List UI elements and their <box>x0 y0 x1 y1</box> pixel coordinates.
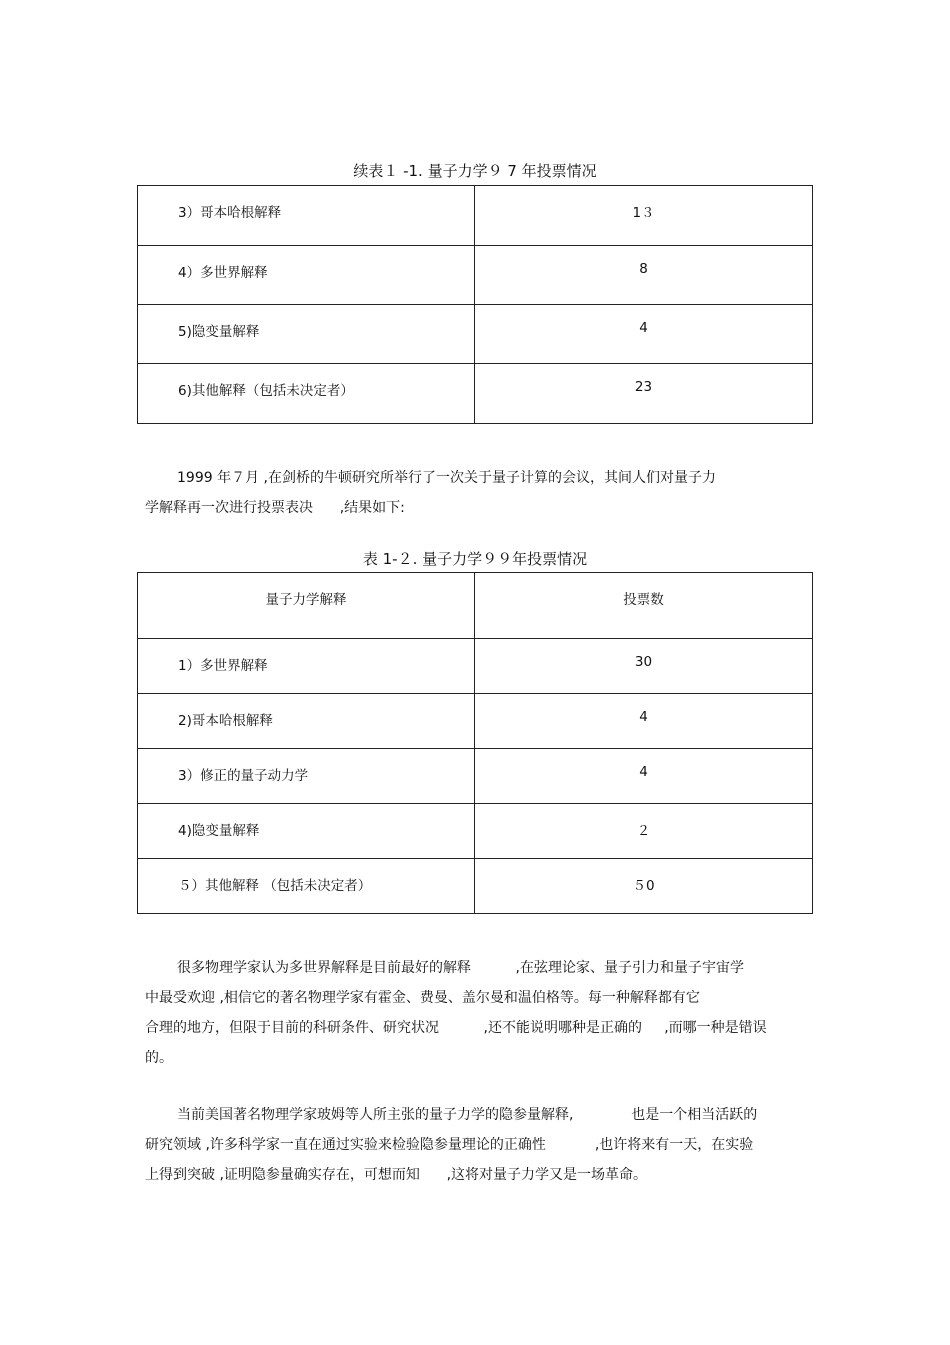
table1-caption: 续表１ -1. 量子力学９ 7 年投票情况 <box>353 162 597 180</box>
paragraph-line: 当前美国著名物理学家玻姆等人所主张的量子力学的隐参量解释, 也是一个相当活跃的 <box>177 1107 758 1123</box>
table-row <box>138 694 813 749</box>
table-row <box>138 639 813 694</box>
vote-count: ２ <box>636 823 651 839</box>
table-cell <box>475 186 813 246</box>
table-cell <box>475 694 813 749</box>
paragraph-line: 1999 年７月 ,在剑桥的牛顿研究所举行了一次关于量子计算的会议，其间人们对量子力 <box>177 470 716 486</box>
vote-count: 1３ <box>632 205 655 221</box>
column-header <box>475 573 813 639</box>
table2-caption: 表 1-２. 量子力学９９年投票情况 <box>362 550 588 568</box>
table-cell <box>138 804 475 859</box>
vote-count: 4 <box>639 709 648 725</box>
table-cell <box>475 305 813 364</box>
vote-count: ５0 <box>632 878 655 894</box>
table1 <box>137 185 813 424</box>
vote-count: 30 <box>634 654 653 670</box>
table-row <box>138 859 813 914</box>
table-cell <box>138 639 475 694</box>
table-cell <box>138 305 475 364</box>
table-cell <box>138 694 475 749</box>
interpretation-name: 2)哥本哈根解释 <box>178 713 273 729</box>
paragraph-line: 研究领域 ,许多科学家一直在通过实验来检验隐参量理论的正确性 ,也许将来有一天，在实验 <box>145 1137 754 1153</box>
paragraph-line: 很多物理学家认为多世界解释是目前最好的解释 ,在弦理论家、量子引力和量子宇宙学 <box>177 960 744 976</box>
table-cell <box>475 859 813 914</box>
table-cell <box>475 749 813 804</box>
interpretation-name: 5)隐变量解释 <box>178 324 260 340</box>
interpretation-name: 3）修正的量子动力学 <box>178 768 309 784</box>
paragraph-discussion <box>145 953 815 1073</box>
table-row <box>138 246 813 305</box>
table2 <box>137 572 813 914</box>
table-cell <box>138 859 475 914</box>
paragraph-line: 合理的地方，但限于目前的科研条件、研究状况 ,还不能说明哪种是正确的 ,而哪一种是错误 <box>145 1020 767 1036</box>
vote-count: 4 <box>639 764 648 780</box>
table-row <box>138 305 813 364</box>
paragraph-line: 的。 <box>145 1050 173 1066</box>
paragraph-line: 中最受欢迎 ,相信它的著名物理学家有霍金、费曼、盖尔曼和温伯格等。每一种解释都有它 <box>145 990 700 1006</box>
vote-count: 8 <box>639 261 648 277</box>
table-cell <box>138 364 475 424</box>
table-cell <box>475 246 813 305</box>
table-row <box>138 364 813 424</box>
interpretation-name: 4）多世界解释 <box>178 265 268 281</box>
interpretation-name: 6)其他解释（包括未决定者） <box>178 383 354 399</box>
table-cell <box>475 804 813 859</box>
paragraph-hidden-variables <box>145 1100 815 1190</box>
table-row <box>138 804 813 859</box>
paragraph-line: 上得到突破 ,证明隐参量确实存在，可想而知 ,这将对量子力学又是一场革命。 <box>145 1167 648 1183</box>
interpretation-name: ５）其他解释 （包括未决定者） <box>178 878 372 894</box>
paragraph-line: 学解释再一次进行投票表决 ,结果如下: <box>145 500 405 516</box>
column-header-votes: 投票数 <box>623 592 664 608</box>
column-header-name: 量子力学解释 <box>265 592 347 608</box>
table-cell <box>138 186 475 246</box>
interpretation-name: 1）多世界解释 <box>178 658 268 674</box>
vote-count: 23 <box>634 379 653 395</box>
table-header-row <box>138 573 813 639</box>
interpretation-name: 4)隐变量解释 <box>178 823 260 839</box>
table-row <box>138 186 813 246</box>
table-cell <box>475 639 813 694</box>
vote-count: 4 <box>639 320 648 336</box>
column-header <box>138 573 475 639</box>
table-row <box>138 749 813 804</box>
table-cell <box>138 246 475 305</box>
table-cell <box>138 749 475 804</box>
interpretation-name: 3）哥本哈根解释 <box>178 205 282 221</box>
paragraph-intro <box>145 463 815 523</box>
table-cell <box>475 364 813 424</box>
